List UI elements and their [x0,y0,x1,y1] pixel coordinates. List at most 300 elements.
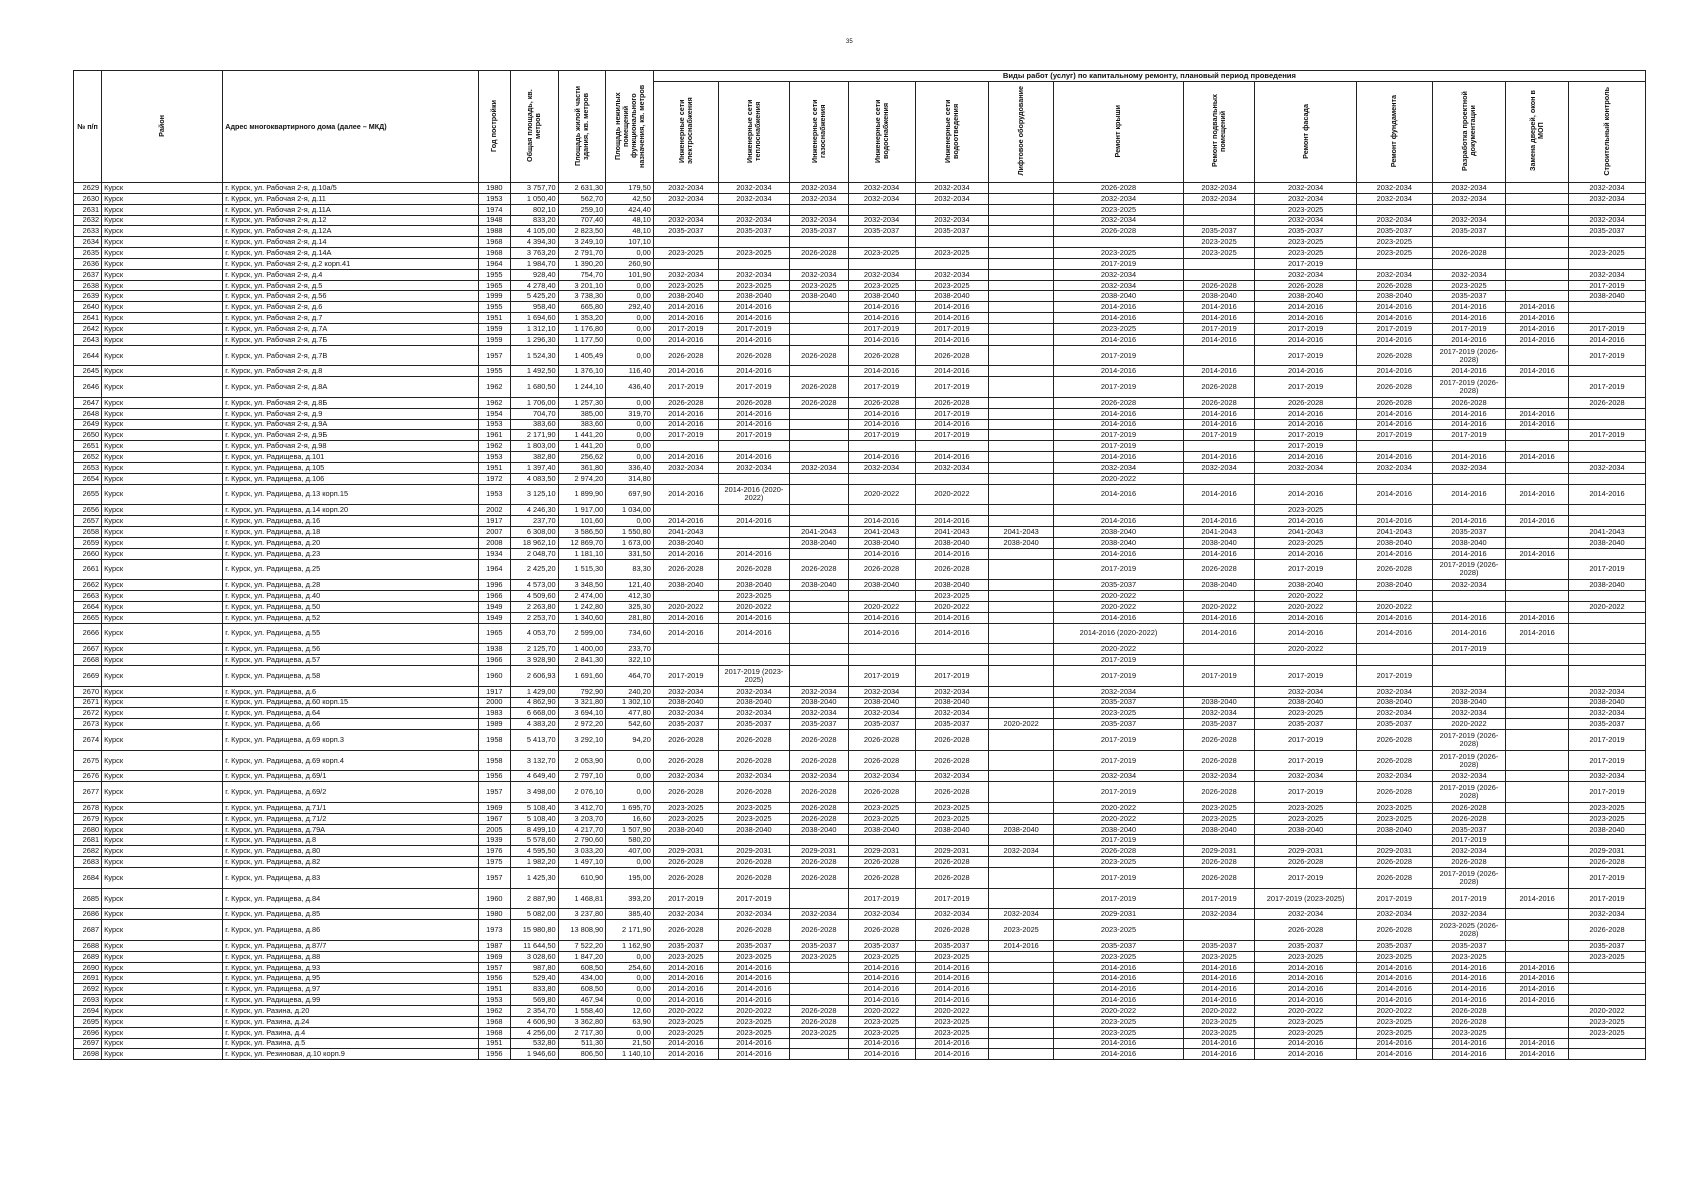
cell-basement: 2032-2034 [1183,462,1254,473]
cell-address: г. Курск, ул. Рабочая 2-я, д.8А [223,377,478,398]
cell-address: г. Курск, ул. Радищева, д.25 [223,559,478,580]
cell-heating: 2032-2034 [718,215,789,226]
cell-total-area: 1 694,60 [511,313,559,324]
cell-foundation: 2032-2034 [1356,708,1432,719]
table-row [74,623,1646,644]
cell-doors-windows: 2014-2016 [1506,302,1569,313]
cell-living-area: 1 340,60 [558,612,606,623]
cell-doors-windows [1506,280,1569,291]
cell-elevator [989,1049,1054,1060]
cell-total-area: 5 108,40 [511,813,559,824]
cell-nonresidential-area: 63,90 [606,1016,654,1027]
cell-elevator [989,868,1054,889]
cell-roof: 2014-2016 [1054,548,1184,559]
cell-water-supply: 2032-2034 [848,193,915,204]
cell-year: 1980 [478,909,510,920]
cell-basement: 2017-2019 [1183,665,1254,686]
cell-project-docs: 2014-2016 [1432,366,1506,377]
cell-living-area: 101,60 [558,516,606,527]
cell-facade: 2017-2019 [1255,430,1357,441]
cell-nonresidential-area: 1 695,70 [606,802,654,813]
cell-year: 1954 [478,408,510,419]
cell-nonresidential-area: 292,40 [606,302,654,313]
cell-total-area: 569,80 [511,995,559,1006]
cell-address: г. Курск, ул. Радищева, д.71/1 [223,802,478,813]
cell-project-docs: 2032-2034 [1432,215,1506,226]
cell-doors-windows [1506,782,1569,803]
cell-roof [1054,237,1184,248]
cell-water-supply: 2017-2019 [848,430,915,441]
cell-sewerage: 2023-2025 [915,813,989,824]
cell-water-supply: 2014-2016 [848,623,915,644]
cell-nonresidential-area: 0,00 [606,345,654,366]
cell-living-area: 3 362,80 [558,1016,606,1027]
cell-sewerage: 2014-2016 [915,548,989,559]
cell-living-area: 1 899,90 [558,484,606,505]
cell-water-supply [848,441,915,452]
table-row [74,612,1646,623]
cell-elevator: 2020-2022 [989,719,1054,730]
cell-living-area: 3 694,10 [558,708,606,719]
cell-elevator [989,835,1054,846]
cell-district: Курск [102,548,223,559]
cell-foundation: 2014-2016 [1356,984,1432,995]
cell-doors-windows: 2014-2016 [1506,452,1569,463]
cell-electricity: 2014-2016 [653,302,718,313]
cell-foundation: 2038-2040 [1356,537,1432,548]
cell-foundation [1356,644,1432,655]
cell-facade: 2023-2025 [1255,813,1357,824]
cell-total-area: 1 050,40 [511,193,559,204]
table-row [74,1049,1646,1060]
cell-water-supply: 2014-2016 [848,1049,915,1060]
cell-district: Курск [102,397,223,408]
cell-project-docs: 2017-2019 (2026-2028) [1432,782,1506,803]
col-header-foundation: Ремонт фундамента [1356,82,1432,183]
cell-district: Курск [102,323,223,334]
cell-living-area: 1 558,40 [558,1005,606,1016]
cell-heating [718,644,789,655]
cell-basement: 2014-2016 [1183,452,1254,463]
cell-project-docs: 2014-2016 [1432,302,1506,313]
cell-foundation: 2017-2019 [1356,323,1432,334]
cell-index: 2675 [74,750,102,771]
cell-construction-control [1568,1049,1645,1060]
col-header-basement: Ремонт подвальных помещений [1183,82,1254,183]
cell-district: Курск [102,951,223,962]
cell-construction-control [1568,366,1645,377]
cell-nonresidential-area: 0,00 [606,771,654,782]
cell-living-area: 806,50 [558,1049,606,1060]
cell-sewerage: 2017-2019 [915,665,989,686]
cell-heating: 2014-2016 [718,452,789,463]
cell-facade: 2017-2019 [1255,782,1357,803]
cell-index: 2691 [74,973,102,984]
cell-construction-control: 2017-2019 [1568,345,1645,366]
cell-project-docs: 2017-2019 [1432,644,1506,655]
cell-heating [718,835,789,846]
capital-repair-table [73,70,1646,1060]
cell-total-area: 1 946,60 [511,1049,559,1060]
cell-facade [1255,835,1357,846]
cell-address: г. Курск, ул. Радищева, д.87/7 [223,940,478,951]
cell-index: 2694 [74,1005,102,1016]
cell-facade: 2014-2016 [1255,612,1357,623]
cell-project-docs: 2032-2034 [1432,580,1506,591]
cell-roof: 2038-2040 [1054,537,1184,548]
col-header-heating: Инженерные сети теплоснабжения [718,82,789,183]
cell-heating: 2023-2025 [718,813,789,824]
col-header-living-area: Площадь жилой части здания, кв. метров [558,71,606,183]
table-row [74,973,1646,984]
cell-foundation: 2029-2031 [1356,846,1432,857]
cell-basement: 2026-2028 [1183,868,1254,889]
cell-doors-windows [1506,697,1569,708]
cell-facade: 2038-2040 [1255,697,1357,708]
cell-foundation: 2032-2034 [1356,771,1432,782]
cell-heating: 2032-2034 [718,909,789,920]
cell-total-area: 2 887,90 [511,888,559,909]
cell-index: 2631 [74,204,102,215]
cell-sewerage: 2026-2028 [915,345,989,366]
cell-facade: 2014-2016 [1255,408,1357,419]
table-row [74,708,1646,719]
cell-electricity: 2026-2028 [653,750,718,771]
cell-project-docs: 2014-2016 [1432,548,1506,559]
table-row [74,686,1646,697]
cell-address: г. Курск, ул. Радищева, д.71/2 [223,813,478,824]
cell-facade: 2032-2034 [1255,909,1357,920]
cell-total-area: 2 606,93 [511,665,559,686]
cell-foundation: 2014-2016 [1356,452,1432,463]
cell-address: г. Курск, ул. Разина, д.4 [223,1027,478,1038]
cell-elevator [989,655,1054,666]
cell-basement: 2038-2040 [1183,824,1254,835]
cell-construction-control: 2017-2019 [1568,430,1645,441]
cell-basement [1183,591,1254,602]
cell-electricity: 2026-2028 [653,782,718,803]
cell-total-area: 5 413,70 [511,730,559,751]
cell-doors-windows [1506,920,1569,941]
cell-address: г. Курск, ул. Радищева, д.56 [223,644,478,655]
cell-sewerage: 2038-2040 [915,697,989,708]
cell-index: 2687 [74,920,102,941]
cell-gas [790,258,848,269]
cell-foundation: 2014-2016 [1356,334,1432,345]
cell-elevator [989,484,1054,505]
cell-district: Курск [102,1038,223,1049]
cell-construction-control [1568,237,1645,248]
cell-gas [790,452,848,463]
cell-sewerage: 2026-2028 [915,782,989,803]
cell-year: 2007 [478,527,510,538]
cell-year: 1934 [478,548,510,559]
table-row [74,1038,1646,1049]
cell-heating: 2014-2016 [718,1049,789,1060]
cell-project-docs: 2014-2016 [1432,313,1506,324]
cell-water-supply: 2038-2040 [848,291,915,302]
cell-nonresidential-area: 0,00 [606,984,654,995]
cell-construction-control: 2032-2034 [1568,771,1645,782]
cell-doors-windows [1506,505,1569,516]
cell-living-area: 1 400,00 [558,644,606,655]
cell-water-supply: 2038-2040 [848,537,915,548]
cell-address: г. Курск, ул. Рабочая 2-я, д.6 [223,302,478,313]
col-header-water-supply: Инженерные сети водоснабжения [848,82,915,183]
cell-electricity: 2014-2016 [653,984,718,995]
cell-elevator [989,644,1054,655]
cell-facade: 2020-2022 [1255,644,1357,655]
cell-water-supply: 2032-2034 [848,909,915,920]
cell-roof: 2026-2028 [1054,226,1184,237]
cell-basement: 2014-2016 [1183,995,1254,1006]
cell-project-docs: 2032-2034 [1432,183,1506,194]
cell-basement: 2026-2028 [1183,730,1254,751]
cell-heating: 2026-2028 [718,857,789,868]
cell-roof: 2014-2016 [1054,313,1184,324]
col-header-roof: Ремонт крыши [1054,82,1184,183]
cell-living-area: 3 321,80 [558,697,606,708]
cell-foundation: 2038-2040 [1356,291,1432,302]
cell-index: 2665 [74,612,102,623]
cell-basement: 2026-2028 [1183,857,1254,868]
cell-year: 1969 [478,951,510,962]
cell-basement: 2023-2025 [1183,1016,1254,1027]
cell-water-supply: 2014-2016 [848,452,915,463]
cell-electricity: 2032-2034 [653,462,718,473]
cell-doors-windows [1506,1027,1569,1038]
cell-heating: 2014-2016 [718,973,789,984]
cell-foundation: 2014-2016 [1356,973,1432,984]
cell-gas: 2035-2037 [790,226,848,237]
cell-facade: 2023-2025 [1255,248,1357,259]
cell-nonresidential-area: 580,20 [606,835,654,846]
cell-district: Курск [102,258,223,269]
cell-sewerage [915,655,989,666]
cell-water-supply: 2020-2022 [848,1005,915,1016]
cell-total-area: 5 425,20 [511,291,559,302]
cell-project-docs: 2017-2019 (2026-2028) [1432,559,1506,580]
cell-gas [790,665,848,686]
cell-elevator [989,193,1054,204]
cell-year: 1917 [478,516,510,527]
cell-construction-control: 2041-2043 [1568,527,1645,538]
cell-foundation: 2014-2016 [1356,1038,1432,1049]
cell-project-docs [1432,204,1506,215]
cell-district: Курск [102,708,223,719]
cell-facade: 2032-2034 [1255,183,1357,194]
cell-total-area: 1 680,50 [511,377,559,398]
cell-facade: 2029-2031 [1255,846,1357,857]
cell-project-docs: 2017-2019 [1432,888,1506,909]
cell-gas [790,237,848,248]
cell-total-area: 2 354,70 [511,1005,559,1016]
cell-sewerage: 2014-2016 [915,984,989,995]
cell-district: Курск [102,1027,223,1038]
cell-facade: 2032-2034 [1255,686,1357,697]
cell-index: 2635 [74,248,102,259]
cell-water-supply: 2023-2025 [848,1016,915,1027]
cell-index: 2668 [74,655,102,666]
cell-facade: 2023-2025 [1255,537,1357,548]
cell-living-area: 1 244,10 [558,377,606,398]
cell-index: 2677 [74,782,102,803]
table-row [74,644,1646,655]
cell-construction-control: 2026-2028 [1568,920,1645,941]
cell-address: г. Курск, ул. Радищева, д.80 [223,846,478,857]
cell-construction-control [1568,258,1645,269]
cell-index: 2688 [74,940,102,951]
cell-elevator [989,473,1054,484]
cell-year: 1956 [478,771,510,782]
cell-total-area: 532,80 [511,1038,559,1049]
cell-gas [790,419,848,430]
cell-water-supply: 2014-2016 [848,334,915,345]
cell-construction-control [1568,313,1645,324]
cell-address: г. Курск, ул. Радищева, д.69 корп.3 [223,730,478,751]
table-row [74,782,1646,803]
cell-water-supply: 2026-2028 [848,782,915,803]
cell-basement: 2038-2040 [1183,580,1254,591]
cell-water-supply: 2023-2025 [848,1027,915,1038]
cell-total-area: 1 397,40 [511,462,559,473]
cell-construction-control: 2038-2040 [1568,291,1645,302]
cell-doors-windows [1506,226,1569,237]
cell-address: г. Курск, ул. Радищева, д.23 [223,548,478,559]
cell-construction-control: 2017-2019 [1568,868,1645,889]
cell-water-supply [848,591,915,602]
group-header-works: Виды работ (услуг) по капитальному ремонту, плановый период проведения [653,71,1645,82]
cell-facade: 2026-2028 [1255,920,1357,941]
cell-project-docs: 2017-2019 (2026-2028) [1432,730,1506,751]
table-header [74,71,1646,183]
cell-basement: 2020-2022 [1183,1005,1254,1016]
cell-year: 1957 [478,782,510,803]
col-header-index: № п/п [74,71,102,183]
cell-heating: 2035-2037 [718,940,789,951]
cell-roof: 2038-2040 [1054,291,1184,302]
cell-water-supply: 2014-2016 [848,1038,915,1049]
cell-elevator [989,771,1054,782]
col-header-gas: Инженерные сети газоснабжения [790,82,848,183]
cell-elevator [989,408,1054,419]
cell-water-supply: 2032-2034 [848,771,915,782]
cell-living-area: 2 797,10 [558,771,606,782]
cell-address: г. Курск, ул. Радищева, д.57 [223,655,478,666]
cell-electricity: 2014-2016 [653,623,718,644]
cell-address: г. Курск, ул. Радищева, д.85 [223,909,478,920]
cell-living-area: 3 203,70 [558,813,606,824]
cell-heating: 2014-2016 [718,313,789,324]
cell-nonresidential-area: 0,00 [606,750,654,771]
cell-address: г. Курск, ул. Радищева, д.52 [223,612,478,623]
table-row [74,441,1646,452]
cell-facade: 2014-2016 [1255,995,1357,1006]
cell-total-area: 3 132,70 [511,750,559,771]
cell-foundation: 2041-2043 [1356,527,1432,538]
cell-sewerage: 2017-2019 [915,377,989,398]
cell-facade: 2023-2025 [1255,708,1357,719]
cell-gas: 2032-2034 [790,462,848,473]
cell-nonresidential-area: 16,60 [606,813,654,824]
cell-year: 1953 [478,419,510,430]
cell-roof: 2014-2016 [1054,408,1184,419]
cell-basement: 2017-2019 [1183,430,1254,441]
cell-total-area: 1 706,00 [511,397,559,408]
cell-water-supply: 2023-2025 [848,813,915,824]
cell-roof: 2017-2019 [1054,835,1184,846]
cell-district: Курск [102,995,223,1006]
cell-water-supply [848,655,915,666]
cell-living-area: 665,80 [558,302,606,313]
cell-heating: 2026-2028 [718,559,789,580]
cell-gas [790,995,848,1006]
table-row [74,226,1646,237]
table-row [74,1005,1646,1016]
cell-nonresidential-area: 0,00 [606,313,654,324]
cell-nonresidential-area: 336,40 [606,462,654,473]
cell-roof: 2038-2040 [1054,527,1184,538]
cell-index: 2698 [74,1049,102,1060]
cell-heating: 2035-2037 [718,719,789,730]
cell-address: г. Курск, ул. Рабочая 2-я, д.12А [223,226,478,237]
cell-foundation: 2014-2016 [1356,419,1432,430]
cell-index: 2659 [74,537,102,548]
cell-project-docs: 2017-2019 (2026-2028) [1432,868,1506,889]
cell-foundation: 2026-2028 [1356,559,1432,580]
cell-roof: 2023-2025 [1054,857,1184,868]
cell-construction-control [1568,204,1645,215]
cell-electricity: 2014-2016 [653,408,718,419]
cell-sewerage: 2032-2034 [915,269,989,280]
cell-nonresidential-area: 83,30 [606,559,654,580]
cell-electricity: 2014-2016 [653,1038,718,1049]
table-row [74,909,1646,920]
cell-elevator [989,291,1054,302]
cell-year: 1973 [478,920,510,941]
cell-basement [1183,473,1254,484]
cell-construction-control: 2017-2019 [1568,280,1645,291]
cell-nonresidential-area: 94,20 [606,730,654,751]
cell-index: 2652 [74,452,102,463]
cell-roof: 2014-2016 [1054,516,1184,527]
cell-roof: 2023-2025 [1054,951,1184,962]
cell-electricity: 2035-2037 [653,719,718,730]
cell-foundation [1356,473,1432,484]
cell-living-area: 608,50 [558,984,606,995]
cell-total-area: 3 125,10 [511,484,559,505]
cell-facade: 2017-2019 [1255,345,1357,366]
cell-project-docs: 2014-2016 [1432,334,1506,345]
cell-doors-windows: 2014-2016 [1506,623,1569,644]
cell-heating: 2038-2040 [718,697,789,708]
cell-basement [1183,269,1254,280]
cell-foundation: 2032-2034 [1356,215,1432,226]
cell-foundation: 2035-2037 [1356,940,1432,951]
cell-total-area: 1 429,00 [511,686,559,697]
cell-elevator [989,580,1054,591]
cell-nonresidential-area: 464,70 [606,665,654,686]
cell-living-area: 1 177,50 [558,334,606,345]
col-header-address: Адрес многоквартирного дома (далее – МКД) [223,71,478,183]
cell-total-area: 237,70 [511,516,559,527]
col-header-elevator: Лифтовое оборудование [989,82,1054,183]
cell-elevator [989,345,1054,366]
cell-water-supply: 2014-2016 [848,302,915,313]
cell-heating: 2032-2034 [718,269,789,280]
cell-living-area: 2 076,10 [558,782,606,803]
cell-gas: 2035-2037 [790,719,848,730]
